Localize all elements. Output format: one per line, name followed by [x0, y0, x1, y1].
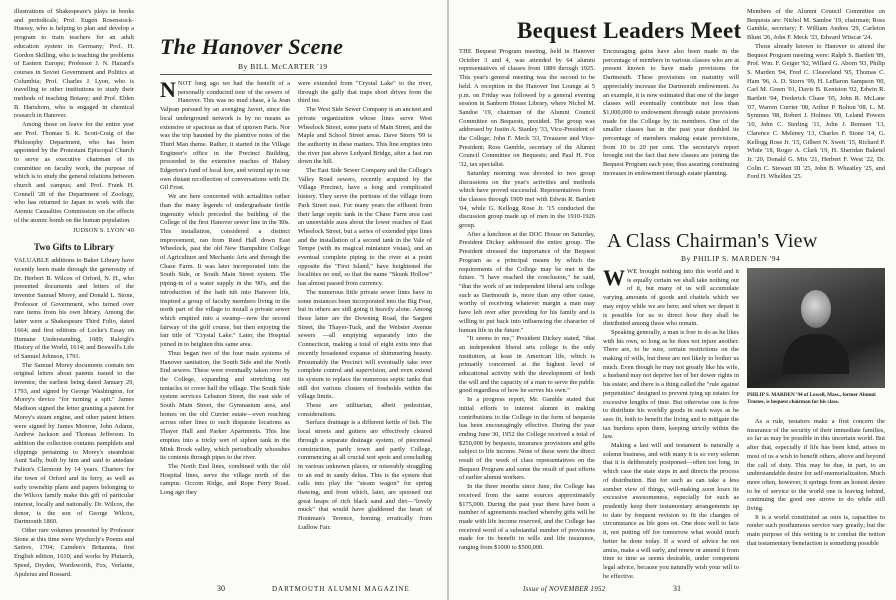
hanover-scene-text-9: These are utilitarian, albeit pedestrian, considerations.	[298, 402, 432, 418]
hanover-scene-opening	[160, 80, 290, 193]
hanover-scene-text-4: The North End lines, combined with the old Hospital lines, serve the village north of the campus. Occom Ridge, and Rope Ferry Road. Long ago they	[160, 462, 290, 497]
faculty-leave-paragraph-2: Among those on leave for the entire year are Prof. Thomas S. K. Scott-Craig of the Philosophy Department, who has been appointed by the Protestant Episcopal Church to serve as executive chairman of its committee on faculty work, the purpose of which is to study the general relations between church and campus; and Prof. Frank H. Connell '28 of the Department of Zoology, who has returned to Japan to work with the Atomic Casualties Commission on the effects of the atomic bomb on the human population.	[14, 121, 134, 224]
class-chairman-lead: WE	[627, 268, 638, 275]
hanover-scene-title: The Hanover Scene	[160, 34, 344, 59]
hanover-scene-text-8: The numerous little private sewer lines have in some instances been incorporated into the Big Four, but in others are still going it heavily alone. Among those latter are the Downing Road, the Sargent Street, the Thayer-Tuck, and the Webster Avenue sewers —all emptying separately into the Connecticut, making a total of eight exits into that recently broadened expanse of shimmering beauty. Presumably the Precinct will eventually take over complete control and supervision, and even extend its system to replace the numerous septic tanks that still dot various clusters of freeholds within the village limits.	[298, 288, 432, 401]
class-chairman-opening	[603, 268, 739, 329]
portrait-caption: PHILIP S. MARDEN '94 of Lowell, Mass., former Alumni Trustee, is bequest chairman for his class.	[747, 392, 876, 405]
bequest-attendees: Those already known to Hanover to attend the Bequest Program meeting were: Ralph S. Bartlett '89, Prof. Wm. F. Geiger '92, Willard G. Aborn '93, Philip S. Marden '94, Fred C. Cleaveland '95, Thomas C. Ham '96, A. D. Storrs '99, H. LeBaron Sampson '00, Carl M. Green '01, Davis B. Keniston '02, Edwin R. Bartlett '04, Frederick Chase '05, John R. McLane '07, Warren Currier '08, Arthur P. Bolton '08, L. M. Symmes '08, Robert J. Holmes '09, Leland Powers '10, John C. Sterling '11, John J. Remsen '13, Clarence C. Meleney '13, Charles F. Stone '14, G. Kellogg Rose Jr. '15, Gilbert N. Swett '15, Richard P. White '18, Roger A. Clark '19, H. Sheridan Baketel Jr. '20, Donald G. Mix '21, Herbert F. West '22, Dr. Colin C. Stewart III '25, John B. Wheatley '25, and Ford H. Whelden '25.	[747, 42, 885, 181]
faculty-leave-paragraph: illustrations of Shakespeare's plays in books and periodicals; Prof. Eugen Rosenstock-Huessy, who is helping to plan and develop a program to train teachers for an adult education system in Germany; Prof. H. Gordon Skilling, who is teaching the problems of Eastern Europe; Professor J. N. Hazard's courses in Soviet Government and Politics at Columbia; Prof. Charles J. Lyon, who is travelling to other institutions to study their methods of teaching Botany; and Prof. Elden B. Hartshorn, who is engaged in chemical research in Hanover.	[14, 8, 134, 120]
issue-footer: Issue of NOVEMBER 1952	[523, 585, 606, 593]
bequest-column-2	[603, 48, 739, 226]
bequest-text-5: In a progress report, Mr. Gamble stated that initial efforts to interest alumni in making contributions to the College in the form of bequests has been encouragingly effective. During the year ending June 30, 1952 the College received a total of $250,000 by bequests, insurance provisions and gifts subject to life income. None of these were the direct result of the week of class representatives on the Bequest Program and some the result of past efforts of earlier alumni workers.	[459, 396, 595, 482]
hanover-scene-text-3: Thus began two of the four main systems of Hanover sanitation, the South Side and the North End sewers. These were eventually taken over by the College, expanding and stretching out tentacles to cover half the village. The South Side system services Lebanon Street, the east side of South Main Street, the Gymnasium area, and homes on the old Currier estate—even reaching across other lines to such disparate locations as Thayer Hall and Parker Apartments. This line empties into a tricky sort of siphon tank in the Mink Brook valley, which periodically whooshes its contents through pipes to the river.	[160, 349, 290, 462]
hanover-scene-column-2	[298, 80, 432, 578]
hanover-scene-byline: By BILL McCARTER '19	[238, 62, 328, 71]
bequest-committee-members: Members of the Alumni Council Committee on Bequests are: Nichol M. Sandoe '19, chairman; Ross Gamble, secretary; F. William Andres '29, Carleton Blunt '26, John F. Meck '33, Edward Wiiscar '24.	[747, 8, 885, 42]
hanover-scene-text-7: The East Side Sewer Company and the College's Valley Road sewers, recently acquired by the Village Precinct, have a long and complicated history. They serve the portions of the village from Park Street east. For many years the effluent from their large septic tank in the Chase Farm area cast an unenviable aura about the lower reaches of East Wheelock Street, but a series of extended pipe lines and the installation of a second tank in the Vale of Tempe (with its magical miniature vistas), and an eventual complete piping to the river at a point opposite the "First Island," have heightened the localities no end, so that the name "Skunk Hollow" has almost passed from currency.	[298, 167, 432, 288]
hanover-scene-lead: NOT	[177, 80, 192, 87]
class-chairman-byline: By PHILIP S. MARDEN '94	[681, 254, 781, 263]
class-chairman-title: A Class Chairman's View	[607, 230, 818, 252]
class-chairman-text-1: brought nothing into this world and it is equally certain we shall take nothing out of it, but many of us will accumulate varying amounts of goods and chattels which we may enjoy while we are here; and when we depart it is possible for us to direct how they shall be distributed among those who remain.	[603, 268, 739, 328]
library-gifts-paragraph-1	[14, 257, 134, 361]
bequest-text-3: After a luncheon at the DOC House on Saturday, President Dickey addressed the entire group. The President stressed the importance of the Bequest Program as a principal means by which the requirements of the College may be met in the future. "I have reached the conclusion," he said, "that the work of an independent liberal arts college such as Dartmouth is, more than any other cause, worthy of receiving whatever margin a man may have left over after providing for his family and is willing to put back into influencing the character of human life in the future."	[459, 230, 595, 334]
class-chairman-text-2: Speaking generally, a man is free to do as he likes with his own, so long as he does not injure another. There are, to be sure, certain restrictions on the making of wills, but these are not likely to bother us much. Even though he may not greatly like his wife, a husband may not deprive her of her dower rights in his estate; and there is a thing called the "rule against perpetuities" designed to prevent tying up estates for excessive lengths of time. But otherwise one is free to distribute his worldly goods in such ways as he sees fit, both to benefit the living and to mitigate the tax burdens upon them, keeping strictly within the law.	[603, 328, 739, 441]
class-chairman-column-1	[603, 268, 739, 580]
drop-cap: N	[160, 80, 176, 102]
class-chairman-text-4: As a rule, testators make a first concern the insurance of the security of their immediate families, so far as may be possible in this uncertain world. But after that, especially if life has been kind, arises in most of us a wish to benefit others, above and beyond the call of duty. This may be due, in part, to an understandable desire for self-memorialization. Much more often, however, it springs from an honest desire to be of service to the world one is leaving behind, continuing the good one strove to do while still living.	[747, 418, 885, 513]
author-signature: JUDSON S. LYON '40	[73, 226, 134, 234]
portrait-face	[801, 290, 831, 328]
portrait-photo	[747, 268, 885, 388]
portrait-suit	[783, 334, 849, 374]
bequest-opening	[459, 48, 595, 170]
bequest-column-1	[459, 48, 595, 576]
bequest-text-2: Saturday morning was devoted to two group discussions on the year's activities and methods which have proved successful. Representatives from the classes through 1909 met with Edwin R. Bartlett '04, while G. Kellogg Rose Jr. '15 conducted the discussion group made up of men in the 1910-1926 group.	[459, 169, 595, 230]
hanover-scene-text-10: Surface drainage is a different kettle of fish. The local streets and gutters are effectively cleared through a separate drainage system, of piecemeal construction, partly town and partly College, commencing at all crucial wet spots and concluding in various unknown places, or miserably straggling to an end in sandy deltas. This is the system that calls into play the "steam wagon" for spring thawing, and from which, later, are spooned out great heaps of rich black sand and dirt—"lovely muck" that would have gladdened the heart of Houtman's Terence, homing erratically from Ludlow Fair.	[298, 419, 432, 531]
title-rule	[160, 74, 432, 75]
hanover-scene-column-1	[160, 80, 290, 578]
right-page	[449, 0, 896, 600]
bequest-text-6: In the three months since June, the College has received from the same sources approximately $175,000. During the past year there have been a number of agreements reached whereby gifts will be made with life income reserved, and the College has received word of a substantial number of provisions made for its benefit in wills and life insurance, ranging from $1000 to $500,000.	[459, 483, 595, 552]
hanover-scene-text-6: The West Side Sewer Company is an ancient and private organization whose lines serve West Wheelock Street, some parts of Main Street, and the Maple and School Street areas. Dave Storrs '99 is the authority in these matters. This line empties into the river just above Ledyard Bridge, after a fast run down the hill.	[298, 106, 432, 166]
hanover-scene-text-5: were extended from "Crystal Lake" to the river, through the gully that traps short drives from the third tee.	[298, 80, 432, 105]
left-column	[14, 8, 134, 578]
drop-cap: W	[603, 268, 625, 290]
hanover-scene-text-2: We are here concerned with actualities rather than the many legends of undergraduate fertile ingenuity which preceded the building of the College of the first Hanover sewer line in the '80s. This installation, considered a distinct improvement, ran from Reed Hall down East Wheelock, past the old New Hampshire College of Agriculture and Mechanic Arts and through the Chase Farm. It was later incorporated into the South Side, or South Main Street system. The piping-in of a water supply in the '90's, and the introduction of the bath tub into Hanover life, inspired a group of faculty members living in the north part of the village to install a private sewer which emptied into a swamp—now the second fairway of the golf course, but then enjoying the fair title of "Crystal Lake." Later, the Hospital joined in to heighten this same area.	[160, 193, 290, 349]
bequest-text-4: "It seems to me," President Dickey stated, "that an independent liberal arts college is the only institution, at least in American life, which is primarily concerned at the highest level of educational activity with the development of both the will and the capacity of a man to serve the public good regardless of how he serves his own."	[459, 335, 595, 395]
left-page	[0, 0, 447, 600]
class-chairman-text-5: It is a world constituted as ours is, capacities to render such posthumous service vary greatly; but the main purpose of this writing is to combat the notion that testamentary benefaction is something possible	[747, 513, 885, 547]
magazine-footer: DARTMOUTH ALUMNI MAGAZINE	[272, 585, 410, 593]
bequest-lead: THE	[459, 48, 473, 55]
library-gifts-lead: VALUABLE	[14, 257, 50, 265]
bequest-text-7: Encouraging gains have also been made in the percentage of members in various classes who are at present known to have made provisions for Dartmouth. These provisions on maturity will appreciably increase the Dartmouth endowment. As an example, it is now estimated that one of the larger classes will eventually contribute not less than $1,000,000 to endowment through estate provisions made for the College by its members. One of the smaller classes has in the past year doubled its percentage of members making estate provisions, from 10 to 20 per cent. The secretary's report brought out the fact that new classes are joining the Bequest Program each year, thus assuring continuing increases in endowment through estate planning.	[603, 48, 739, 177]
page-number-left: 30	[217, 584, 225, 593]
bequest-text-1: Bequest Program meeting, held in Hanover October 3 and 4, was attended by 64 alumni representatives of classes from 1889 through 1925. This year's general meeting was the second to be held. A reception in the Hanover Inn Lounge at 5 p.m. on Friday was followed by a general evening session in Sanborn House Library, where Nichol M. Sandoe '19, chairman of the Alumni Council Committee on Bequests, presided. The group was addressed by Justin A. Stanley '33, Vice-President of the College; John F. Meck '33, Treasurer and Vice-President; Ross Gamble, secretary of the Alumni Council Committee on Bequests; and Paul H. Fox '32, tax specialist.	[459, 48, 595, 169]
page-number-right: 31	[673, 584, 681, 593]
class-chairman-text-3: Making a last will and testament is naturally a solemn business, and with many it is so very solemn that it is deliberately postponed—often too long, in which case the state steps in and directs the process of distribution. But for such as can take a less somber view of things, will-making soon loses its excessive awesomeness, especially for such as prudently keep their testamentary arrangements up to date by frequent revision to fit the changes of circumstance as life goes on. One does well to face it, not putting off for tomorrow what would much better be done today. If a word of advice be not amiss, make a will early, and renew or amend it from time to time as seems desirable, under competent legal advice, because you naturally wish your will to be effective.	[603, 442, 739, 580]
library-gifts-paragraph-3: Other rare volumes presented by Professor Stone at this time were Wycherly's Poems and Satires, 1704; Camden's Britannia, first English edition, 1610; and works by Plutarch, Speed, Dryden, Wordsworth, Fox, Verlaine, Apuleius and Rossard.	[14, 527, 134, 578]
library-gifts-paragraph-2: The Samuel Morey documents contain ten original letters about patents issued to the inventor, the earliest being dated January 29, 1793, and signed by George Washington, for Morey's device "for turning a spit." James Madison signed the letter granting a patent for Morey's steam engine, and other patent letters were signed by James Monroe, John Adams, Andrew Jackson and Thomas Jefferson. In addition the collection contains pamphlets and clippings pertaining to Morey's steamboat Aunt Sally, built by him and said to antedate Fulton's Clermont by 14 years. Charters for the town of Orford and its ferry, as well as early township plans and papers belonging to the Wilcox family make this gift of particular interest, locally and nationally. Dr. Wilcox, the donor, is the son of George Wilcox, Dartmouth 1860.	[14, 361, 134, 526]
hanover-scene-text-1: long ago we had the benefit of a personally conducted tour of the sewers of Hanover. This was no mud chase, à la Jean Valjean pursued by an avenging Javert, since the local underground network is by no means as extensive or spacious as that of uptown Paris. Nor was the trip haunted by the plaintive notes of the Third Man theme. Rather, it started in the Village Engineer's office in the Precinct Building, proceeded to the extensive reaches of Halsey Edgerton's fund of local lore, and wound up in our own distant recollection of conversations with Dr. Gil Frost.	[160, 80, 290, 192]
class-chairman-column-2	[747, 418, 885, 580]
library-gifts-heading: Two Gifts to Library	[33, 242, 115, 252]
bequest-column-3	[747, 8, 885, 226]
bequest-title: Bequest Leaders Meet	[517, 18, 742, 43]
library-gifts-text-1: additions to Baker Library have recently been made through the generosity of Dr. Herbert B. Wilcox of Orford, N. H., who presented documents and letters of the inventor Samuel Morey, and Donald L. Stone, Professor of Government, who turned over rare items from his own library. Among the latter were a Shakespeare Third Folio, dated 1664; and first editions of Locke's Essay on Humane Understanding, 1689; Raleigh's History of the World, 1614; and Boswell's Life of Samuel Johnson, 1791.	[14, 257, 134, 360]
